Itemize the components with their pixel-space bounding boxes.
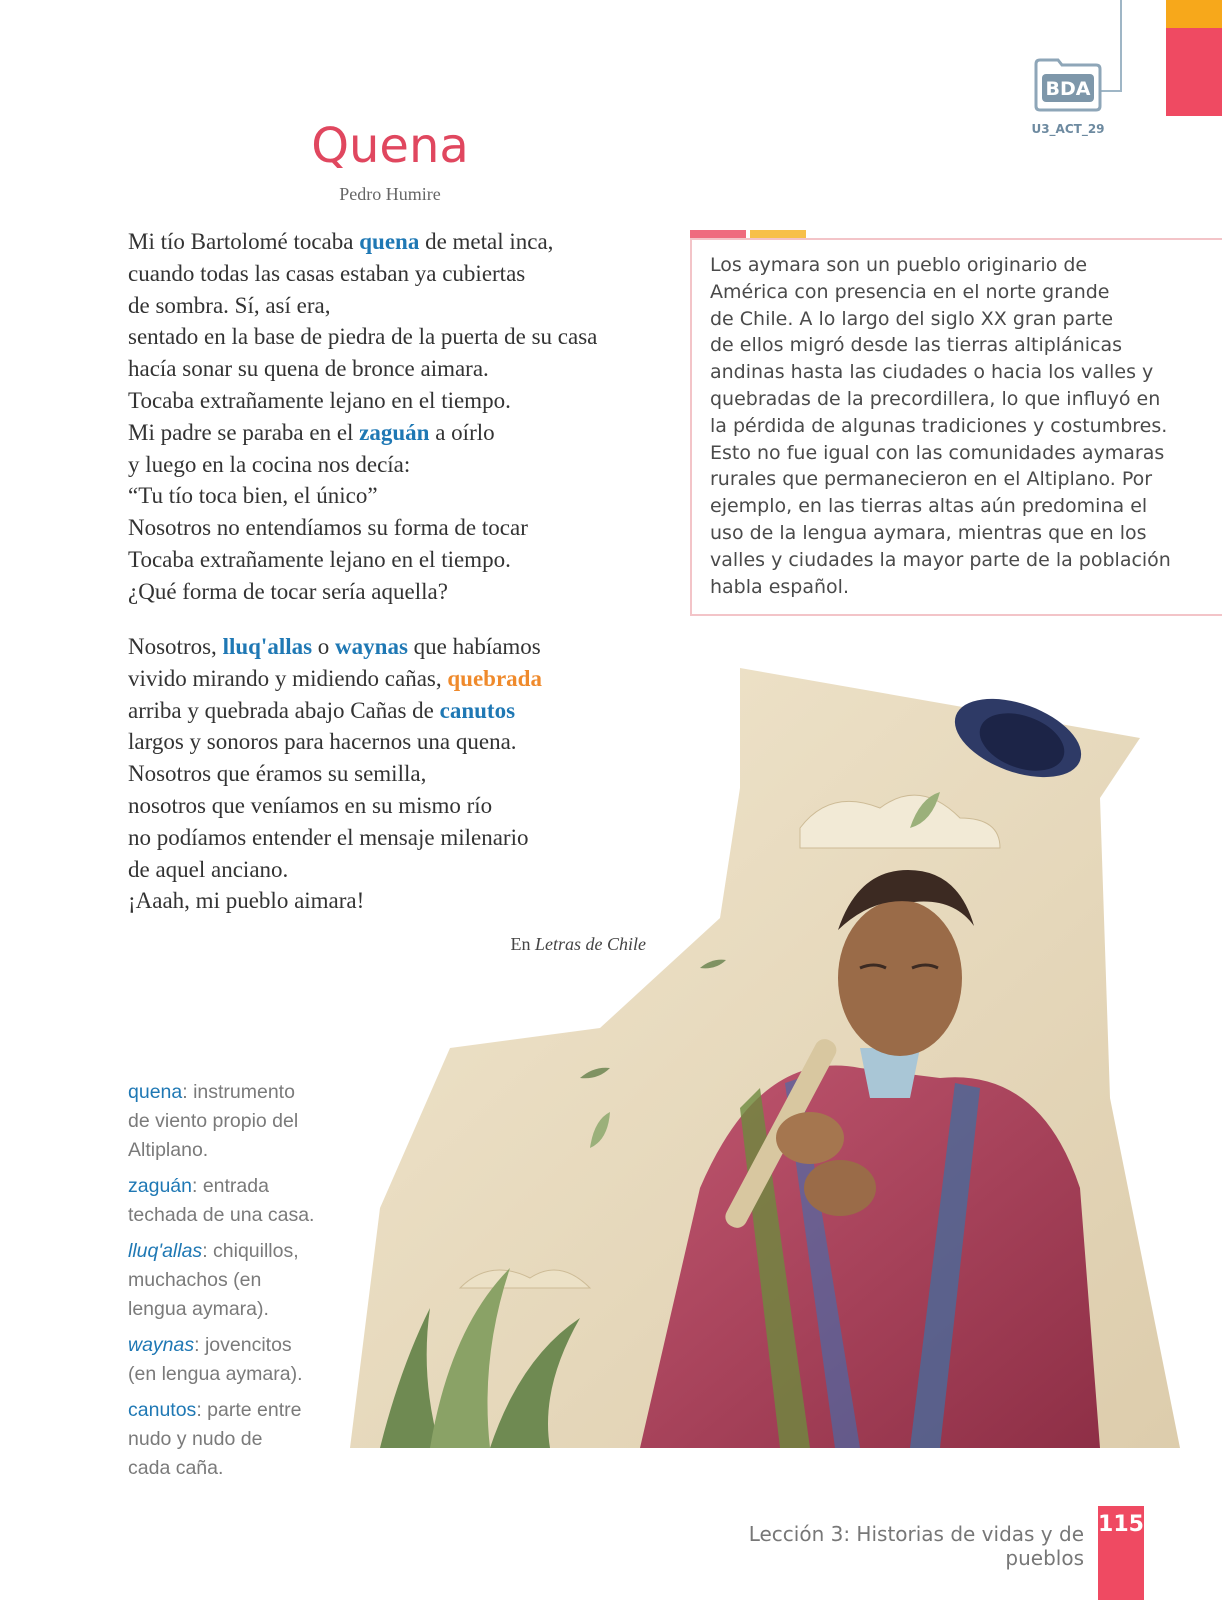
poem-line: vivido mirando y midiendo cañas, quebrada — [128, 665, 542, 691]
poem-line: ¡Aaah, mi pueblo aimara! — [128, 888, 365, 914]
keyword-zaguan: zaguán — [359, 419, 430, 445]
poem-line: de sombra. Sí, así era, — [128, 292, 331, 318]
glossary-entry: waynas: jovencitos (en lengua aymara). — [128, 1334, 303, 1385]
glossary-entry: quena: instrumento de viento propio del Altiplano. — [128, 1081, 299, 1161]
glossary-term: quena — [128, 1081, 183, 1103]
poem-line: Nosotros que éramos su semilla, — [128, 761, 427, 787]
footer-lesson-title: Lección 3: Historias de vidas y de pueblos — [748, 1522, 1084, 1570]
poem-line: Tocaba extrañamente lejano en el tiempo. — [128, 546, 511, 572]
keyword-quena: quena — [359, 229, 420, 254]
glossary-term: waynas — [128, 1334, 195, 1356]
poem-line: sentado en la base de piedra de la puerta de su casa — [128, 324, 598, 350]
page-number: 115 — [1098, 1512, 1144, 1537]
bda-folder-icon[interactable] — [1032, 56, 1104, 112]
glossary-term: zaguán — [128, 1175, 192, 1197]
glossary-term: lluq'allas — [128, 1240, 203, 1262]
glossary-term: canutos — [128, 1399, 197, 1421]
quena-player-illustration — [340, 665, 1200, 1488]
keyword-quebrada: quebrada — [447, 665, 542, 691]
poem-source: En Letras de Chile — [510, 934, 646, 954]
corner-tab-red — [1166, 28, 1222, 116]
poem-line: no podíamos entender el mensaje milenario — [128, 824, 529, 850]
poem-title: Quena — [311, 118, 469, 174]
poem-line: Mi padre se paraba en el zaguán a oírlo — [128, 419, 495, 445]
glossary — [128, 1078, 368, 1490]
glossary-entry: canutos: parte entre nudo y nudo de cada caña. — [128, 1399, 302, 1479]
poem-line: Mi tío Bartolomé tocaba quena de metal inca, — [128, 229, 554, 254]
poem-line: “Tu tío toca bien, el único” — [128, 483, 378, 509]
poem-line: ¿Qué forma de tocar sería aquella? — [128, 578, 448, 604]
poem-author: Pedro Humire — [339, 184, 441, 204]
poem-line: arriba y quebrada abajo Cañas de canutos — [128, 697, 516, 723]
poem-line: Nosotros no entendíamos su forma de tocar — [128, 515, 528, 541]
poem-line: hacía sonar su quena de bronce aimara. — [128, 356, 489, 382]
bda-badge-label: BDA — [1045, 78, 1091, 100]
poem-line: nosotros que veníamos en su mismo río — [128, 792, 493, 818]
keyword-lluqallas: lluq'allas — [222, 634, 313, 659]
source-title: Letras de Chile — [535, 934, 646, 954]
glossary-entry: zaguán: entrada techada de una casa. — [128, 1175, 315, 1226]
info-box-accent-yellow — [750, 230, 806, 238]
glossary-entry: lluq'allas: chiquillos, muchachos (en lengua aymara). — [128, 1240, 299, 1320]
poem-line: de aquel anciano. — [128, 856, 289, 882]
info-box-text: Los aymara son un pueblo originario de América con presencia en el norte grande de Chile. A lo largo del siglo XX gran parte de ellos migró desde las tierras altiplánicas andinas hasta las ciudades o hacia los valles y quebradas de la precordillera, lo que influyó en la pérdida de algunas tradiciones y costumbres. Esto no fue igual con las comunidades aymaras rurales que permanecieron en el Altiplano. Por ejemplo, en las tierras altas aún predomina el uso de la lengua aymara, mientras que en los valles y ciudades la mayor parte de la población habla español. — [710, 254, 1171, 598]
info-box-accent-red — [690, 230, 746, 238]
poem-line: Tocaba extrañamente lejano en el tiempo. — [128, 387, 511, 413]
activity-code: U3_ACT_29 — [1031, 122, 1105, 136]
keyword-canutos: canutos — [439, 697, 516, 723]
corner-tab-yellow — [1166, 0, 1222, 28]
bda-connector-line — [1120, 0, 1122, 92]
poem-stanza-1 — [128, 226, 668, 608]
poem-line: Nosotros, lluq'allas o waynas que habíamos — [128, 634, 541, 659]
keyword-waynas: waynas — [335, 634, 408, 659]
poem-line: cuando todas las casas estaban ya cubiertas — [128, 260, 526, 286]
poem-line: y luego en la cocina nos decía: — [128, 451, 411, 477]
poem-line: largos y sonoros para hacernos una quena. — [128, 729, 517, 755]
